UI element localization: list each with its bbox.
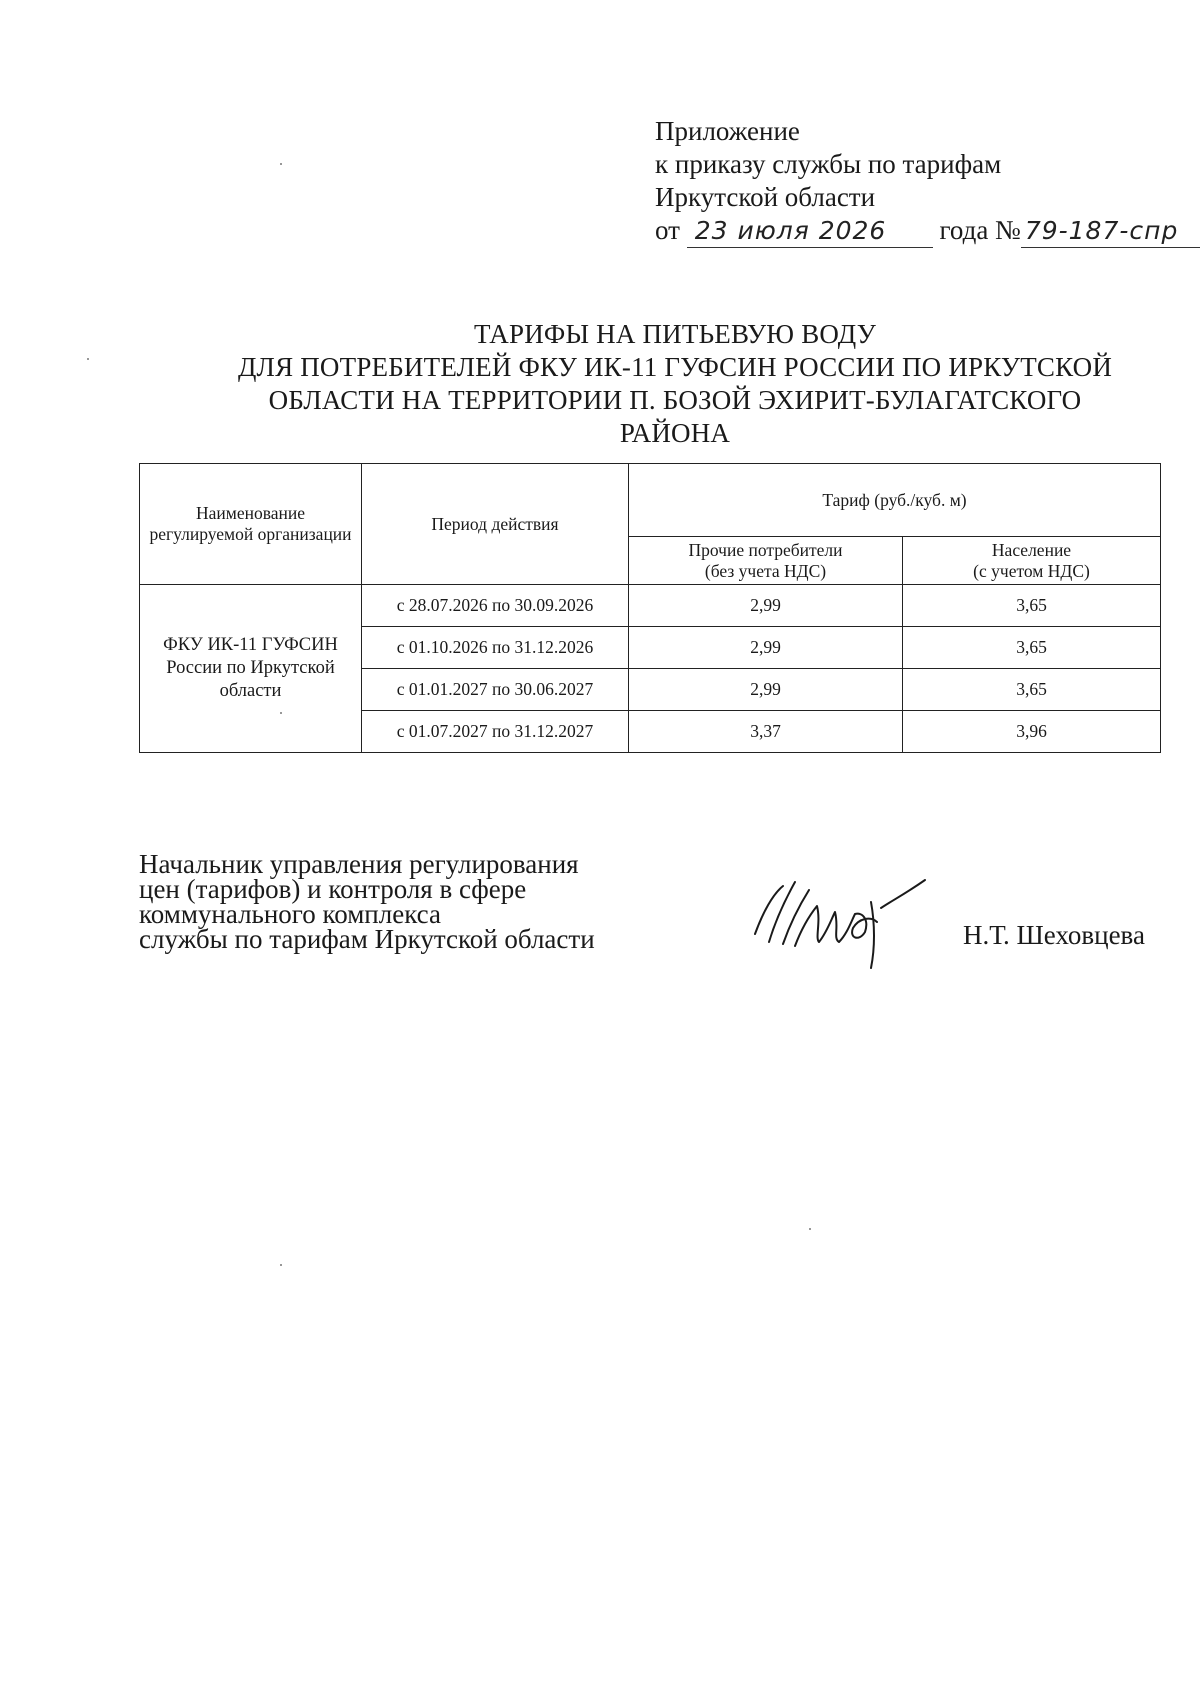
- others-tariff-cell: 2,99: [629, 627, 903, 669]
- scan-speck: [87, 358, 89, 360]
- scan-speck: [280, 712, 282, 714]
- header-others-line2: (без учета НДС): [704, 560, 827, 581]
- order-number-field: [1021, 214, 1200, 248]
- header-tariff: Тариф (руб./куб. м): [629, 464, 1161, 537]
- title-line-1: ТАРИФЫ НА ПИТЬЕВУЮ ВОДУ: [473, 319, 877, 349]
- scan-speck: [809, 1228, 811, 1230]
- header-population-line1: Население: [991, 539, 1072, 560]
- signer-position-line2: цен (тарифов) и контроля в сфере: [139, 874, 527, 904]
- appendix-label: Приложение: [655, 116, 800, 146]
- period-cell: с 01.07.2027 по 31.12.2027: [362, 711, 629, 753]
- signer-position-line3: коммунального комплекса: [139, 899, 441, 929]
- title-line-3: ОБЛАСТИ НА ТЕРРИТОРИИ П. БОЗОЙ ЭХИРИТ-БУЛАГАТСКОГО: [268, 385, 1082, 415]
- title-line-2: ДЛЯ ПОТРЕБИТЕЛЕЙ ФКУ ИК-11 ГУФСИН РОССИИ ПО ИРКУТСКОЙ: [237, 352, 1113, 382]
- scan-speck: [280, 1264, 282, 1266]
- table-row: [140, 585, 1161, 627]
- scan-speck: [280, 163, 282, 165]
- signer-position-line4: службы по тарифам Иркутской области: [139, 924, 595, 954]
- appendix-date-line: [655, 214, 1200, 248]
- handwritten-date: 23 июля 2026: [694, 216, 887, 245]
- period-cell: с 01.01.2027 по 30.06.2027: [362, 669, 629, 711]
- handwritten-order-number: 79-187-спр: [1024, 216, 1179, 245]
- header-org: Наименование регулируемой организации: [140, 464, 362, 585]
- population-tariff-cell: 3,65: [903, 669, 1161, 711]
- appendix-block: [655, 115, 1200, 248]
- header-population: [903, 537, 1161, 585]
- header-others-line1: Прочие потребители: [688, 539, 843, 560]
- appendix-region: Иркутской области: [655, 182, 876, 212]
- tariff-table: [139, 463, 1161, 753]
- header-period: Период действия: [362, 464, 629, 585]
- others-tariff-cell: 3,37: [629, 711, 903, 753]
- population-tariff-cell: 3,96: [903, 711, 1161, 753]
- population-tariff-cell: 3,65: [903, 627, 1161, 669]
- signer-position-line1: Начальник управления регулирования: [139, 849, 579, 879]
- signer-name: Н.Т. Шеховцева: [963, 920, 1145, 950]
- population-tariff-cell: 3,65: [903, 585, 1161, 627]
- org-name-cell: ФКУ ИК-11 ГУФСИН России по Иркутской области: [140, 585, 362, 753]
- others-tariff-cell: 2,99: [629, 585, 903, 627]
- header-population-line2: (с учетом НДС): [973, 560, 1090, 581]
- date-field: [687, 214, 933, 248]
- year-number-label: года №: [939, 215, 1021, 245]
- document-title: [200, 318, 1150, 450]
- header-others: [629, 537, 903, 585]
- period-cell: с 01.10.2026 по 31.12.2026: [362, 627, 629, 669]
- period-cell: с 28.07.2026 по 30.09.2026: [362, 585, 629, 627]
- table-header-row: [140, 464, 1161, 537]
- title-line-4: РАЙОНА: [619, 418, 731, 448]
- signer-position: [139, 849, 595, 954]
- handwritten-signature: [735, 872, 955, 972]
- date-prefix: от: [655, 215, 680, 245]
- others-tariff-cell: 2,99: [629, 669, 903, 711]
- appendix-order-ref: к приказу службы по тарифам: [655, 149, 1002, 179]
